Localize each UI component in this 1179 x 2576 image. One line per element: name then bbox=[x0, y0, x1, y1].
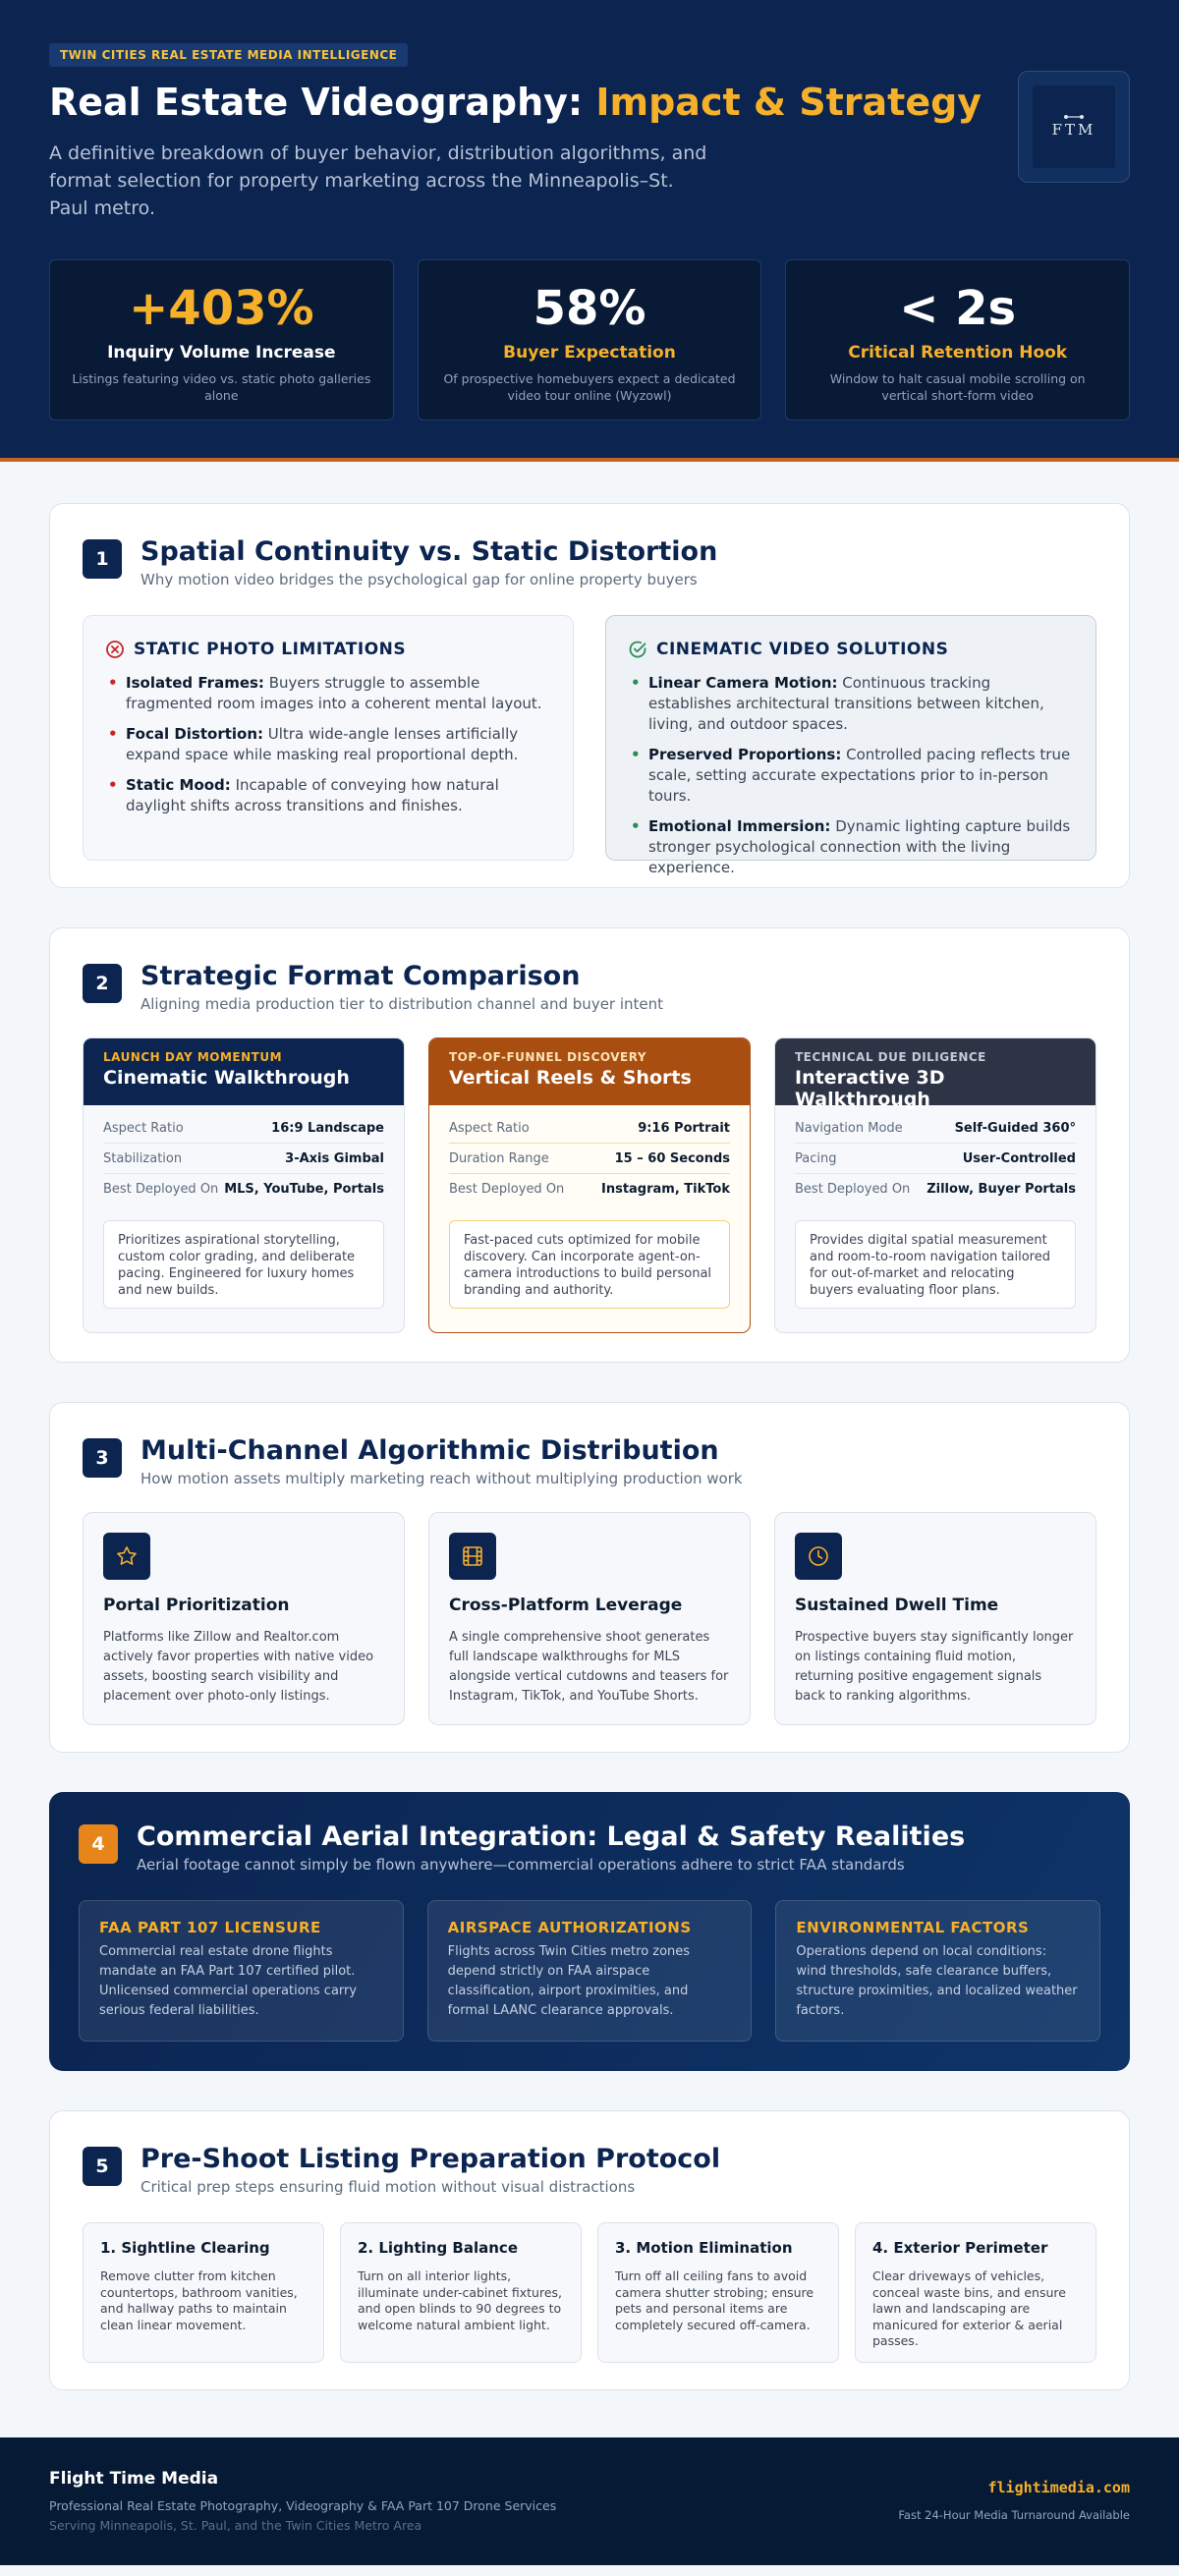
list-item: • Emotional Immersion: Dynamic lighting capture builds stronger psychological connection with the living experience. bbox=[628, 816, 1074, 878]
section-number: 1 bbox=[83, 539, 122, 579]
card-text: Flights across Twin Cities metro zones depend strictly on FAA airspace classification, airport proximities, and formal LAANC clearance approvals. bbox=[447, 1944, 691, 2018]
hero-eyebrow: TWIN CITIES REAL ESTATE MEDIA INTELLIGENCE bbox=[49, 43, 408, 67]
stat-card bbox=[49, 259, 394, 420]
comparison-columns bbox=[83, 615, 1096, 876]
step-title: 4. Exterior Perimeter bbox=[872, 2239, 1048, 2257]
list-item: • Static Mood: Incapable of conveying how natural daylight shifts across transitions and finishes. bbox=[105, 775, 551, 816]
format-tag: TECHNICAL DUE DILIGENCE bbox=[795, 1050, 986, 1064]
prep-step-card bbox=[597, 2222, 839, 2363]
format-cards bbox=[83, 1037, 1096, 1333]
section-spatial-continuity bbox=[49, 503, 1130, 888]
section-aerial-integration bbox=[49, 1792, 1130, 2071]
svg-text:FTM: FTM bbox=[1051, 121, 1096, 139]
card-title: FAA PART 107 LICENSURE bbox=[99, 1919, 321, 1936]
section-prep-protocol bbox=[49, 2110, 1130, 2390]
page-footer bbox=[0, 2437, 1179, 2565]
section-header bbox=[79, 1821, 1100, 1874]
format-tag: LAUNCH DAY MOMENTUM bbox=[103, 1050, 283, 1064]
section-number: 2 bbox=[83, 964, 122, 1003]
page-title bbox=[49, 79, 1130, 126]
list-item: • Focal Distortion: Ultra wide-angle lenses artificially expand space while masking real proportional depth. bbox=[105, 724, 551, 765]
section-number: 4 bbox=[79, 1824, 118, 1864]
format-card-header bbox=[84, 1038, 404, 1105]
format-name: Interactive 3D Walkthrough bbox=[795, 1067, 945, 1110]
prep-cards bbox=[83, 2222, 1096, 2363]
format-note: Prioritizes aspirational storytelling, custom color grading, and deliberate pacing. Engineered for luxury homes and new builds. bbox=[103, 1220, 384, 1309]
check-circle-icon bbox=[628, 640, 647, 659]
stat-value: 58% bbox=[533, 281, 646, 336]
section-title: Commercial Aerial Integration: Legal & Safety Realities bbox=[137, 1821, 966, 1852]
step-text: Remove clutter from kitchen countertops, bathroom vanities, and hallway paths to maintain clean linear movement. bbox=[100, 2268, 298, 2332]
spec-row: Best Deployed On MLS, YouTube, Portals bbox=[103, 1182, 384, 1197]
prep-step-card bbox=[340, 2222, 582, 2363]
section-number: 5 bbox=[83, 2147, 122, 2186]
format-card-vertical bbox=[428, 1037, 751, 1333]
list-item: • Isolated Frames: Buyers struggle to assemble fragmented room images into a coherent mental layout. bbox=[105, 673, 551, 714]
spec-row: Duration Range 15 – 60 Seconds bbox=[449, 1144, 730, 1174]
stat-desc: Window to halt casual mobile scrolling on vertical short-form video bbox=[829, 371, 1086, 403]
section-header bbox=[83, 961, 1096, 1013]
step-text: Clear driveways of vehicles, conceal waste bins, and ensure lawn and landscaping are manicured for exterior & aerial passes. bbox=[872, 2268, 1066, 2348]
section-header bbox=[83, 2144, 1096, 2196]
solution-list bbox=[628, 673, 1074, 878]
step-title: 2. Lighting Balance bbox=[358, 2239, 518, 2257]
spec-row: Aspect Ratio 16:9 Landscape bbox=[103, 1113, 384, 1144]
format-card-header bbox=[429, 1038, 750, 1105]
stat-desc: Of prospective homebuyers expect a dedicated video tour online (Wyzowl) bbox=[443, 371, 736, 403]
title-accent: Impact & Strategy bbox=[595, 81, 982, 124]
title-main: Real Estate Videography: bbox=[49, 81, 596, 124]
section-subtitle: Why motion video bridges the psychological gap for online property buyers bbox=[140, 571, 698, 588]
distribution-card bbox=[83, 1512, 405, 1725]
spec-row: Aspect Ratio 9:16 Portrait bbox=[449, 1113, 730, 1144]
distribution-card bbox=[774, 1512, 1096, 1725]
brand-logo bbox=[1018, 71, 1130, 183]
panel-heading-text: CINEMATIC VIDEO SOLUTIONS bbox=[656, 640, 949, 659]
section-format-comparison bbox=[49, 927, 1130, 1363]
footer-website-link[interactable]: flightimedia.com bbox=[987, 2479, 1130, 2496]
format-card-cinematic bbox=[83, 1037, 405, 1333]
x-circle-icon bbox=[105, 640, 125, 659]
format-name: Vertical Reels & Shorts bbox=[449, 1067, 692, 1089]
prep-step-card bbox=[83, 2222, 324, 2363]
spec-row: Navigation Mode Self-Guided 360° bbox=[795, 1113, 1076, 1144]
aerial-card bbox=[79, 1900, 404, 2042]
prep-step-card bbox=[855, 2222, 1096, 2363]
list-item: • Preserved Proportions: Controlled pacing reflects true scale, setting accurate expectations prior to in-person tours. bbox=[628, 745, 1074, 807]
card-title: Portal Prioritization bbox=[103, 1596, 290, 1615]
card-text: Platforms like Zillow and Realtor.com actively favor properties with native video assets, boosting search visibility and placement over photo-only listings. bbox=[103, 1630, 374, 1704]
card-title: AIRSPACE AUTHORIZATIONS bbox=[447, 1919, 692, 1936]
footer-brand: Flight Time Media bbox=[49, 2469, 219, 2489]
step-text: Turn off all ceiling fans to avoid camera shutter strobing; ensure pets and personal items are completely secured off-camera. bbox=[615, 2268, 814, 2332]
spec-row: Pacing User-Controlled bbox=[795, 1144, 1076, 1174]
spec-row: Best Deployed On Zillow, Buyer Portals bbox=[795, 1182, 1076, 1197]
static-photo-panel bbox=[83, 615, 574, 861]
limitation-list bbox=[105, 673, 551, 816]
list-item: • Linear Camera Motion: Continuous tracking establishes architectural transitions between kitchen, living, and outdoor spaces. bbox=[628, 673, 1074, 735]
step-title: 1. Sightline Clearing bbox=[100, 2239, 270, 2257]
stat-label: Buyer Expectation bbox=[503, 343, 676, 363]
section-header bbox=[83, 1435, 1096, 1487]
footer-turnaround: Fast 24-Hour Media Turnaround Available bbox=[898, 2508, 1130, 2522]
aerial-cards bbox=[79, 1900, 1100, 2042]
footer-service-area: Serving Minneapolis, St. Paul, and the Twin Cities Metro Area bbox=[49, 2518, 422, 2533]
format-note: Provides digital spatial measurement and room-to-room navigation tailored for out-of-market and relocating buyers evaluating floor plans. bbox=[795, 1220, 1076, 1309]
stat-label: Critical Retention Hook bbox=[848, 343, 1068, 363]
section-title: Strategic Format Comparison bbox=[140, 961, 581, 991]
cinematic-video-panel bbox=[605, 615, 1096, 876]
section-subtitle: How motion assets multiply marketing reach without multiplying production work bbox=[140, 1470, 743, 1487]
hero-banner bbox=[0, 0, 1179, 462]
drone-logo-icon bbox=[1044, 107, 1103, 146]
card-text: Prospective buyers stay significantly longer on listings containing fluid motion, returning positive engagement signals back to ranking algorithms. bbox=[795, 1630, 1074, 1704]
format-tag: TOP-OF-FUNNEL DISCOVERY bbox=[449, 1050, 647, 1064]
section-title: Multi-Channel Algorithmic Distribution bbox=[140, 1435, 719, 1466]
stats-row bbox=[49, 259, 1130, 420]
aerial-card bbox=[427, 1900, 753, 2042]
step-text: Turn on all interior lights, illuminate under-cabinet fixtures, and open blinds to 90 degrees to welcome natural ambient light. bbox=[358, 2268, 563, 2332]
card-text: Operations depend on local conditions: wind thresholds, safe clearance buffers, structure proximities, and localized weather factors. bbox=[796, 1944, 1078, 2018]
footer-services: Professional Real Estate Photography, Videography & FAA Part 107 Drone Services bbox=[49, 2498, 557, 2513]
panel-heading bbox=[105, 640, 551, 659]
section-header bbox=[83, 536, 1096, 588]
format-specs bbox=[775, 1105, 1095, 1204]
stat-label: Inquiry Volume Increase bbox=[107, 343, 336, 363]
section-number: 3 bbox=[83, 1438, 122, 1478]
clock-icon bbox=[795, 1533, 842, 1580]
format-specs bbox=[429, 1105, 750, 1204]
stat-card bbox=[418, 259, 762, 420]
spec-row: Stabilization 3-Axis Gimbal bbox=[103, 1144, 384, 1174]
stat-desc: Listings featuring video vs. static photo galleries alone bbox=[72, 371, 371, 403]
stat-card bbox=[785, 259, 1130, 420]
format-card-3d bbox=[774, 1037, 1096, 1333]
distribution-card bbox=[428, 1512, 751, 1725]
hero-subtitle: A definitive breakdown of buyer behavior, distribution algorithms, and format selection for property marketing across the Minneapolis–St. Paul metro. bbox=[49, 142, 707, 219]
spec-row: Best Deployed On Instagram, TikTok bbox=[449, 1182, 730, 1197]
stat-value: < 2s bbox=[899, 281, 1017, 336]
section-subtitle: Aerial footage cannot simply be flown anywhere—commercial operations adhere to strict FAA standards bbox=[137, 1856, 905, 1874]
aerial-card bbox=[775, 1900, 1100, 2042]
format-note: Fast-paced cuts optimized for mobile discovery. Can incorporate agent-on-camera introductions to build personal branding and authority. bbox=[449, 1220, 730, 1309]
format-name: Cinematic Walkthrough bbox=[103, 1067, 350, 1089]
star-icon bbox=[103, 1533, 150, 1580]
logo-mark bbox=[1033, 85, 1115, 168]
section-title: Pre-Shoot Listing Preparation Protocol bbox=[140, 2144, 721, 2174]
section-title: Spatial Continuity vs. Static Distortion bbox=[140, 536, 718, 567]
panel-heading-text: STATIC PHOTO LIMITATIONS bbox=[134, 640, 407, 659]
panel-heading bbox=[628, 640, 1074, 659]
stat-value: +403% bbox=[129, 281, 314, 336]
card-title: ENVIRONMENTAL FACTORS bbox=[796, 1919, 1030, 1936]
section-subtitle: Critical prep steps ensuring fluid motion without visual distractions bbox=[140, 2178, 636, 2196]
distribution-cards bbox=[83, 1512, 1096, 1725]
card-text: A single comprehensive shoot generates full landscape walkthroughs for MLS alongside vertical cutdowns and teasers for Instagram, TikTok, and YouTube Shorts. bbox=[449, 1630, 729, 1704]
card-title: Cross-Platform Leverage bbox=[449, 1596, 683, 1615]
step-title: 3. Motion Elimination bbox=[615, 2239, 793, 2257]
card-title: Sustained Dwell Time bbox=[795, 1596, 999, 1615]
card-text: Commercial real estate drone flights mandate an FAA Part 107 certified pilot. Unlicensed commercial operations carry serious federal liabilities. bbox=[99, 1944, 358, 2018]
section-subtitle: Aligning media production tier to distribution channel and buyer intent bbox=[140, 995, 664, 1013]
format-specs bbox=[84, 1105, 404, 1204]
film-icon bbox=[449, 1533, 496, 1580]
section-distribution bbox=[49, 1402, 1130, 1753]
format-card-header bbox=[775, 1038, 1095, 1110]
